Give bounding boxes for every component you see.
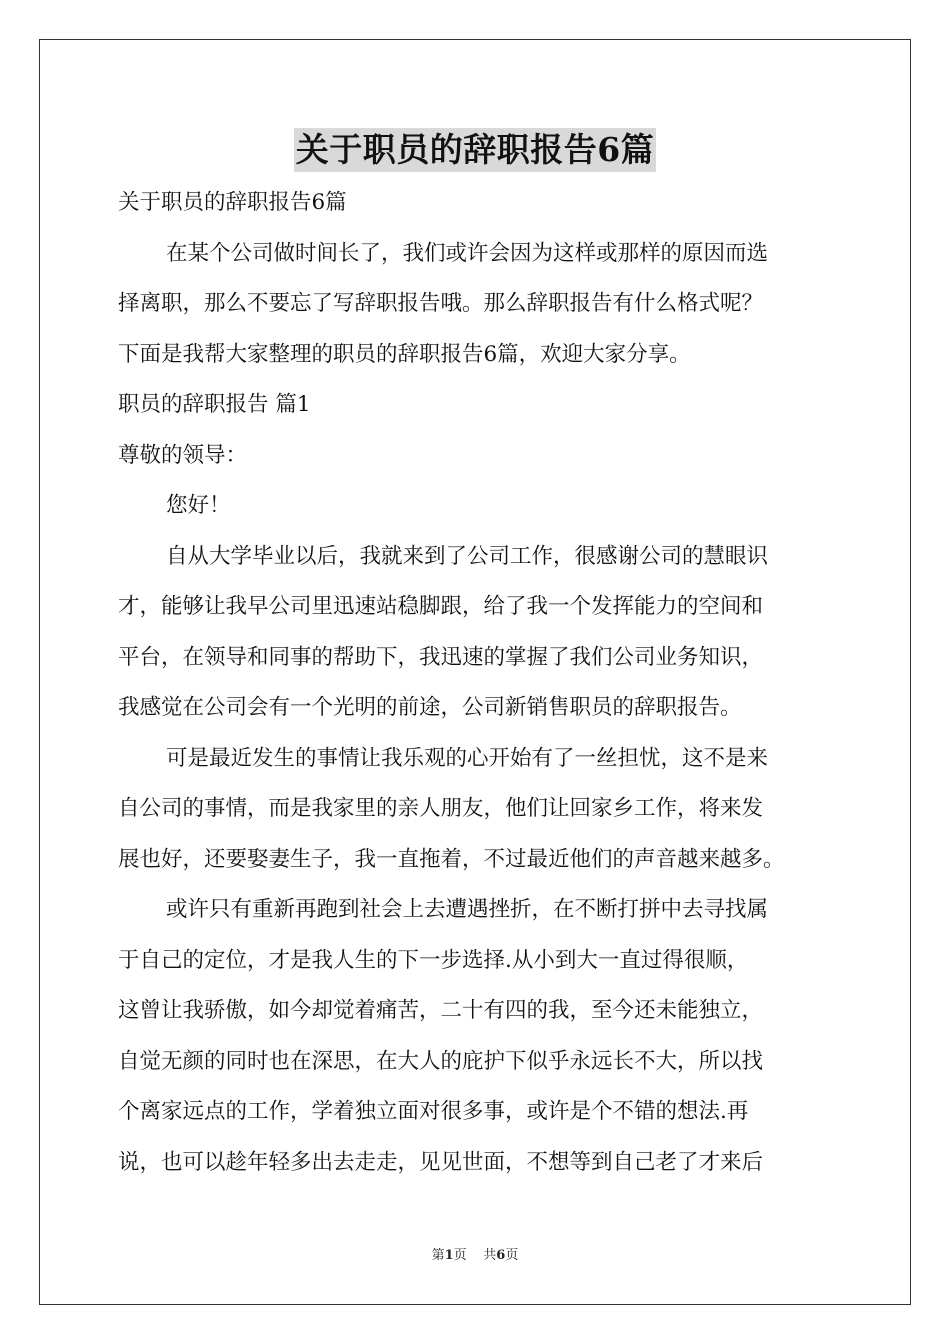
section-heading: 职员的辞职报告 篇1 <box>118 392 311 417</box>
page-footer <box>0 1244 950 1263</box>
body-line: 说，也可以趁年轻多出去走走，见见世面，不想等到自己老了才来后 <box>118 1149 764 1175</box>
body-line: 展也好，还要娶妻生子，我一直拖着，不过最近他们的声音越来越多。 <box>118 846 785 872</box>
body-line: 择离职，那么不要忘了写辞职报告哦。那么辞职报告有什么格式呢？ <box>118 291 764 316</box>
document-body <box>118 178 838 1188</box>
title-wrap <box>0 128 950 172</box>
body-line: 可是最近发生的事情让我乐观的心开始有了一丝担忧，这不是来 <box>166 745 769 771</box>
body-line: 下面是我帮大家整理的职员的辞职报告6篇，欢迎大家分享。 <box>118 341 691 367</box>
body-line: 自公司的事情，而是我家里的亲人朋友，他们让回家乡工作，将来发 <box>118 796 764 821</box>
body-line: 或许只有重新再跑到社会上去遭遇挫折，在不断打拼中去寻找属 <box>166 897 769 922</box>
body-line: 平台，在领导和同事的帮助下，我迅速的掌握了我们公司业务知识， <box>118 644 764 670</box>
greeting: 您好！ <box>166 493 231 518</box>
body-line: 我感觉在公司会有一个光明的前途，公司新销售职员的辞职报告。 <box>118 695 742 720</box>
body-line: 才，能够让我早公司里迅速站稳脚跟，给了我一个发挥能力的空间和 <box>118 594 764 619</box>
body-line: 关于职员的辞职报告6篇 <box>118 190 347 215</box>
body-line: 于自己的定位，才是我人生的下一步选择.从小到大一直过得很顺， <box>118 947 749 973</box>
total-suffix: 页 <box>505 1248 519 1263</box>
body-line: 在某个公司做时间长了，我们或许会因为这样或那样的原因而选 <box>166 240 769 266</box>
document-title: 关于职员的辞职报告6篇 <box>294 128 656 172</box>
page-suffix: 页 <box>453 1248 467 1263</box>
page-prefix: 第 <box>431 1248 445 1263</box>
body-line: 自觉无颜的同时也在深思，在大人的庇护下似乎永远长不大，所以找 <box>118 1048 764 1074</box>
body-line: 个离家远点的工作，学着独立面对很多事，或许是个不错的想法.再 <box>118 1099 749 1124</box>
total-prefix: 共 <box>483 1248 497 1263</box>
salutation: 尊敬的领导： <box>118 442 248 468</box>
total-pages: 6 <box>496 1248 506 1263</box>
body-line: 这曾让我骄傲，如今却觉着痛苦，二十有四的我，至今还未能独立， <box>118 998 764 1023</box>
page-number: 1 <box>444 1248 454 1263</box>
body-line: 自从大学毕业以后，我就来到了公司工作，很感谢公司的慧眼识 <box>166 543 769 569</box>
